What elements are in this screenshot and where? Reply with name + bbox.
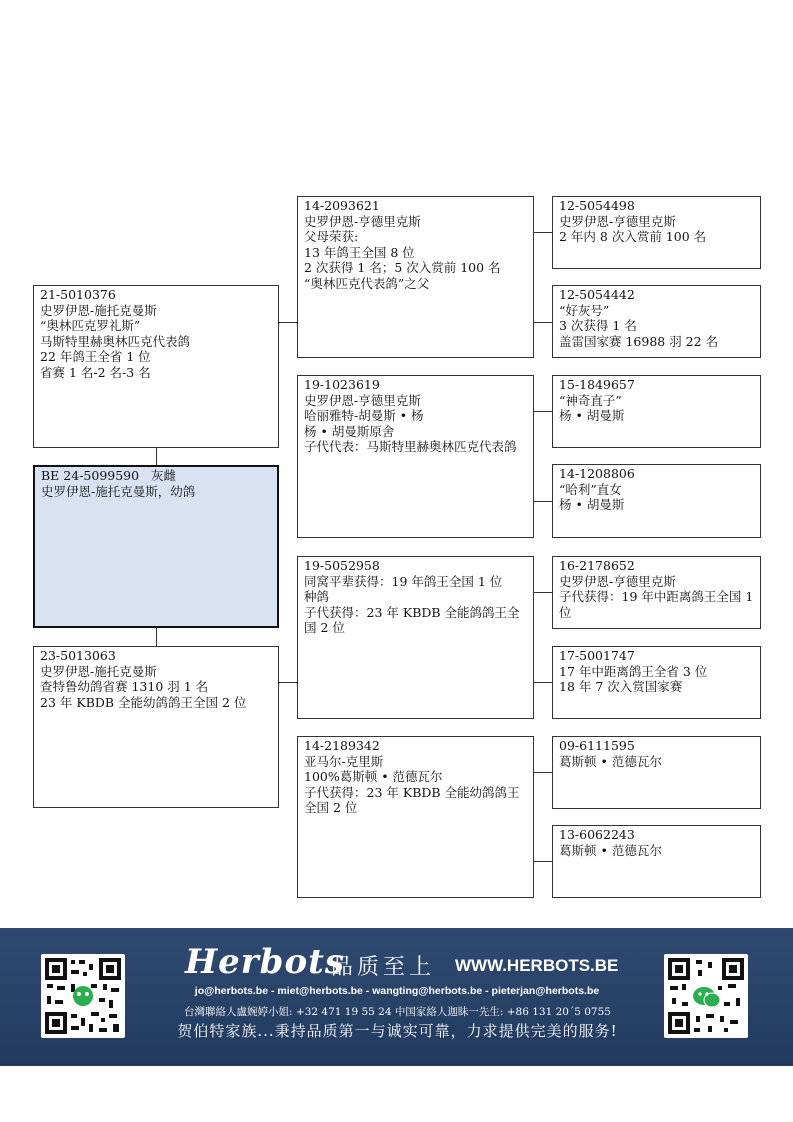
- contact-phones: 台灣聯絡人盧婉婷小姐: +32 471 19 55 24 中国家絡人迦眛一先生: +86 131 20´5 0755: [184, 1006, 611, 1018]
- pedigree-text-line: 史罗伊恩-亨德里克斯: [559, 213, 676, 229]
- pedigree-text-line: “奥林匹克罗礼斯”: [40, 318, 141, 333]
- pedigree-text-line: 史罗伊恩-亨德里克斯: [304, 392, 421, 408]
- pedigree-text-line: 14-2093621: [304, 198, 380, 213]
- ss-dam-box: [552, 285, 761, 358]
- pedigree-text-line: 盖雷国家赛 16988 羽 22 名: [559, 333, 719, 349]
- qr-code-graphic: [41, 954, 125, 1038]
- pedigree-text-line: 查特鲁幼鸽省赛 1310 羽 1 名: [40, 679, 209, 694]
- pedigree-text-line: 葛斯顿 • 范德瓦尔: [559, 753, 662, 769]
- pedigree-text-line: 葛斯顿 • 范德瓦尔: [559, 842, 662, 858]
- brand-slogan: 品质至上: [331, 955, 436, 980]
- contact-emails[interactable]: jo@herbots.be - miet@herbots.be - wangting@herbots.be - pieterjan@herbots.be: [194, 985, 600, 997]
- pedigree-text-line: 17 年中距离鸽王全省 3 位: [559, 663, 708, 679]
- pedigree-text-line: 100%葛斯顿 • 范德瓦尔: [304, 769, 443, 784]
- connector-line: [156, 628, 157, 646]
- connector-line: [534, 232, 552, 233]
- brand-row: [185, 942, 619, 982]
- pedigree-text-line: 杨 • 胡曼斯: [559, 408, 625, 423]
- pedigree-text-line: 09-6111595: [559, 738, 635, 753]
- pedigree-text-line: BE 24-5099590 灰雌: [41, 468, 177, 483]
- pedigree-text-line: 23 年 KBDB 全能幼鸽鸽王全国 2 位: [40, 694, 247, 710]
- pedigree-text-line: 种鸽: [304, 589, 330, 604]
- pedigree-text-line: 亚马尔-克里斯: [304, 753, 384, 769]
- pedigree-text-line: 15-1849657: [559, 377, 635, 392]
- footer-tagline: 贺伯特家族...秉持品质第一与诚实可靠，力求提供完美的服务!: [177, 1022, 618, 1040]
- sire-dam-box: [297, 375, 534, 538]
- pedigree-text-line: 杨 • 胡曼斯原舍: [304, 423, 395, 439]
- connector-line: [534, 501, 552, 502]
- pedigree-text-line: 22 年鸽王全省 1 位: [40, 349, 151, 364]
- website-link[interactable]: WWW.HERBOTS.BE: [455, 956, 619, 975]
- qr-code-icon: [41, 954, 125, 1038]
- pedigree-text-line: 19-5052958: [304, 558, 380, 573]
- pedigree-text-line: 子代获得：23 年 KBDB 全能鸽鸽王全国 2 位: [304, 604, 520, 635]
- connector-line: [279, 682, 297, 683]
- pedigree-text-line: 19-1023619: [304, 377, 380, 392]
- pedigree-text-line: 17-5001747: [559, 648, 635, 663]
- pedigree-text-line: 史罗伊恩-施托克曼斯，幼鸽: [41, 483, 196, 499]
- pedigree-text-line: 3 次获得 1 名: [559, 318, 637, 333]
- sd-sire-box: [552, 375, 761, 448]
- pedigree-text-line: 13-6062243: [559, 827, 635, 842]
- pedigree-text-line: 史罗伊恩-亨德里克斯: [559, 573, 676, 589]
- connector-line: [156, 448, 157, 465]
- connector-line: [534, 411, 552, 412]
- pedigree-text-line: 12-5054498: [559, 198, 635, 213]
- pedigree-text-line: 21-5010376: [40, 287, 116, 302]
- pedigree-text-line: 18 年 7 次入赏国家赛: [559, 679, 683, 694]
- wechat-icon: [664, 954, 748, 1038]
- pedigree-text-line: 12-5054442: [559, 287, 635, 302]
- pedigree-text-line: 14-2189342: [304, 738, 380, 753]
- subject-box: [33, 465, 279, 628]
- pedigree-text-line: 史罗伊恩-亨德里克斯: [304, 213, 421, 229]
- sire-sire-box: [297, 196, 534, 358]
- pedigree-text-line: 13 年鸽王全国 8 位: [304, 244, 415, 260]
- pedigree-text-line: “哈利”直女: [559, 481, 622, 497]
- pedigree-text-line: 省赛 1 名-2 名-3 名: [40, 364, 151, 380]
- pedigree-text-line: 23-5013063: [40, 648, 116, 663]
- pedigree-text-line: 子代代表：马斯特里赫奥林匹克代表鸽: [304, 439, 517, 454]
- connector-line: [534, 861, 552, 862]
- footer-banner: [0, 928, 793, 1066]
- pedigree-text-line: 同窝平辈获得：19 年鸽王全国 1 位: [304, 573, 503, 589]
- pedigree-text-line: 杨 • 胡曼斯: [559, 497, 625, 512]
- pedigree-text-line: “奥林匹克代表鸽”之父: [304, 275, 430, 291]
- pedigree-text-line: 史罗伊恩-施托克曼斯: [40, 302, 157, 318]
- pedigree-text-line: 史罗伊恩-施托克曼斯: [40, 663, 157, 679]
- pedigree-text-line: 14-1208806: [559, 466, 635, 481]
- pedigree-text-line: 2 年内 8 次入赏前 100 名: [559, 229, 707, 244]
- pedigree-text-line: 2 次获得 1 名；5 次入赏前 100 名: [304, 260, 501, 275]
- dd-dam-box: [552, 825, 761, 898]
- dam-box: [33, 646, 279, 808]
- pedigree-text-line: 子代获得：23 年 KBDB 全能幼鸽鸽王全国 2 位: [304, 784, 520, 815]
- ds-sire-box: [552, 556, 761, 629]
- connector-line: [534, 592, 552, 593]
- pedigree-text-line: 哈丽雅特-胡曼斯 • 杨: [304, 408, 424, 423]
- ds-dam-box: [552, 646, 761, 719]
- dam-dam-box: [297, 736, 534, 898]
- pedigree-text-line: 子代获得：19 年中距离鸽王全国 1 位: [559, 589, 758, 620]
- connector-line: [534, 772, 552, 773]
- pedigree-text-line: 马斯特里赫奥林匹克代表鸽: [40, 333, 191, 349]
- connector-line: [279, 322, 297, 323]
- brand-logo: Herbots: [185, 942, 345, 982]
- sd-dam-box: [552, 464, 761, 538]
- pedigree-text-line: “神奇直子”: [559, 392, 622, 408]
- sire-box: [33, 285, 279, 448]
- ss-sire-box: [552, 196, 761, 269]
- pedigree-text-line: “好灰号”: [559, 302, 610, 318]
- dd-sire-box: [552, 736, 761, 809]
- pedigree-text-line: 16-2178652: [559, 558, 635, 573]
- connector-line: [534, 682, 552, 683]
- connector-line: [534, 322, 552, 323]
- wechat-qr-graphic: [664, 954, 748, 1038]
- dam-sire-box: [297, 556, 534, 719]
- pedigree-text-line: 父母荣获:: [304, 229, 359, 244]
